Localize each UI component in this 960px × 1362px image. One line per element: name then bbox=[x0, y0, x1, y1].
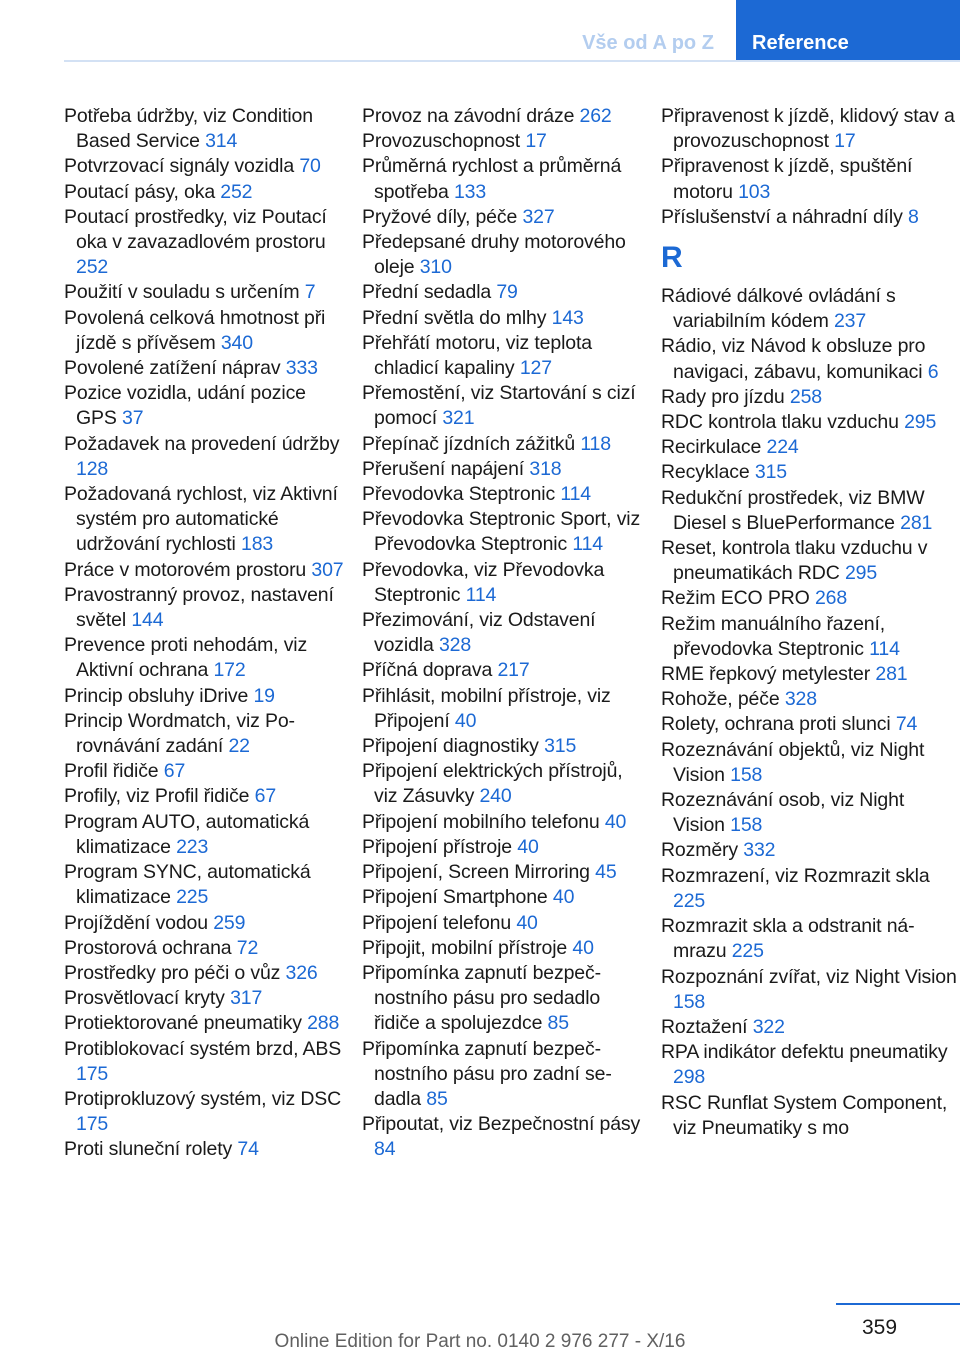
index-entry-term: Recirkulace bbox=[661, 436, 762, 459]
index-entry bbox=[362, 1037, 646, 1113]
index-page-link[interactable]: 84 bbox=[374, 1138, 396, 1161]
index-entry bbox=[64, 482, 346, 558]
index-page-link[interactable]: 223 bbox=[176, 835, 209, 858]
index-entry bbox=[362, 911, 646, 936]
index-page-link[interactable]: 67 bbox=[254, 785, 277, 808]
index-page-link[interactable]: 225 bbox=[176, 886, 209, 909]
index-entry bbox=[362, 104, 646, 129]
index-entry bbox=[661, 435, 957, 460]
index-entry bbox=[64, 280, 346, 305]
index-page-link[interactable]: 37 bbox=[122, 407, 144, 430]
index-entry-term: Prostředky pro péči o vůz bbox=[64, 961, 281, 984]
index-page-link[interactable]: 19 bbox=[253, 684, 275, 707]
index-entry bbox=[64, 1011, 346, 1036]
index-entry bbox=[64, 381, 346, 431]
index-entry bbox=[64, 911, 346, 936]
index-entry bbox=[64, 180, 346, 205]
index-entry-term: Přehřátí motoru, viz teplota chladicí kapaliny bbox=[362, 331, 592, 380]
index-entry-term: Rozpoznání zvířat, viz Night Vision bbox=[661, 965, 957, 988]
index-entry bbox=[64, 860, 346, 910]
index-entry bbox=[362, 280, 646, 305]
index-entry bbox=[362, 558, 646, 608]
index-entry bbox=[362, 961, 646, 1037]
index-page-link[interactable]: 114 bbox=[465, 583, 497, 606]
index-page-link[interactable]: 175 bbox=[76, 1062, 109, 1085]
index-entry-term: Princip Wordmatch, viz Porovnávání zadání bbox=[64, 709, 296, 758]
index-entry-term: Připojení mobilního telefonu bbox=[362, 810, 600, 833]
index-page-link[interactable]: 183 bbox=[241, 533, 274, 556]
index-entry-term: Připoutat, viz Bezpečnostní pásy bbox=[362, 1113, 641, 1136]
index-entry bbox=[661, 662, 957, 687]
index-entry bbox=[64, 432, 346, 482]
index-entry-term: Povolená celková hmotnost při jízdě s přívěsem bbox=[64, 306, 326, 354]
index-page-link[interactable]: 259 bbox=[213, 911, 246, 934]
index-page-link[interactable]: 85 bbox=[547, 1012, 569, 1035]
index-entry-term: Převodovka Steptronic bbox=[362, 483, 556, 506]
index-entry bbox=[661, 1091, 957, 1141]
index-entry bbox=[362, 810, 646, 835]
index-entry-term: Program SYNC, automatická klimatizace bbox=[64, 861, 311, 909]
index-entry-term: Přední sedadla bbox=[362, 281, 492, 304]
index-entry bbox=[362, 1112, 646, 1162]
index-entry bbox=[661, 914, 957, 964]
index-entry bbox=[64, 306, 346, 356]
index-page-link[interactable]: 317 bbox=[230, 987, 263, 1010]
index-entry-term: Potvrzovací signály vozidla bbox=[64, 155, 295, 178]
index-entry-term: Připomínka zapnutí bezpečnostního pásu pro sedadlo řidiče a spolujezdce bbox=[362, 961, 602, 1035]
index-page-link[interactable]: 6 bbox=[927, 360, 939, 383]
index-page-link[interactable]: 172 bbox=[213, 659, 246, 682]
index-entry-term: Příslušenství a náhradní díly bbox=[661, 205, 903, 228]
index-entry-term: Potřeba údržby, viz Condition Based Service bbox=[64, 105, 313, 153]
header-tab-reference[interactable]: Reference bbox=[736, 0, 960, 60]
index-entry bbox=[661, 1040, 957, 1090]
index-entry bbox=[64, 1087, 346, 1137]
index-page-link[interactable]: 133 bbox=[453, 180, 487, 203]
index-entry bbox=[661, 838, 957, 863]
index-page-link[interactable]: 79 bbox=[496, 281, 518, 304]
index-entry-term: Prostorová ochrana bbox=[64, 936, 232, 959]
index-page-link[interactable]: 114 bbox=[560, 483, 591, 506]
index-page-link[interactable]: 328 bbox=[784, 688, 817, 711]
index-entry-term: Provoz na závodní dráze bbox=[362, 105, 575, 127]
index-entry bbox=[362, 759, 646, 809]
index-entry bbox=[362, 860, 646, 885]
index-page-link[interactable]: 327 bbox=[522, 205, 555, 228]
index-entry-term: Požadovaná rychlost, viz Aktivní systém pro automatické udržování rychlosti bbox=[64, 483, 338, 556]
index-entry-term: Rozmrazení, viz Rozmrazit skla bbox=[661, 864, 930, 887]
index-entry bbox=[362, 658, 646, 683]
index-page-link[interactable]: 307 bbox=[311, 558, 344, 581]
index-page-link[interactable]: 127 bbox=[519, 357, 552, 380]
index-entry-term: Protiektorované pneumatiky bbox=[64, 1012, 302, 1035]
index-entry bbox=[661, 385, 957, 410]
index-entry-term: Pozice vozidla, udání pozice GPS bbox=[64, 382, 306, 430]
index-entry bbox=[64, 633, 346, 683]
index-page-link[interactable]: 252 bbox=[76, 256, 109, 279]
index-entry-term: Reset, kontrola tlaku vzduchu v pneumatikách RDC bbox=[661, 537, 928, 585]
index-page-link[interactable]: 225 bbox=[673, 889, 706, 912]
index-entry-term: Připojení telefonu bbox=[362, 911, 512, 934]
index-entry-term: Režim manuálního řazení, převodovka Steptronic bbox=[661, 612, 886, 660]
index-entry bbox=[362, 129, 646, 154]
index-entry bbox=[362, 331, 646, 381]
index-entry bbox=[64, 558, 346, 583]
footer-rule bbox=[836, 1303, 960, 1305]
index-page-link[interactable]: 268 bbox=[814, 587, 848, 610]
index-page-link[interactable]: 143 bbox=[551, 306, 584, 329]
index-page-link[interactable]: 240 bbox=[479, 785, 512, 808]
index-entry-term: Profil řidiče bbox=[64, 760, 159, 783]
index-entry-term: Připojení, Screen Mirroring bbox=[362, 861, 590, 884]
index-entry-term: Rohože, péče bbox=[661, 688, 780, 711]
index-entry-term: Protiprokluzový systém, viz DSC bbox=[64, 1087, 342, 1110]
index-entry-term: Přihlásit, mobilní přístroje, viz Připojení bbox=[362, 684, 611, 732]
index-page-link[interactable]: 40 bbox=[517, 835, 539, 858]
index-page-link[interactable]: 237 bbox=[833, 310, 867, 333]
index-page-link[interactable]: 225 bbox=[731, 940, 764, 963]
index-entry-term: Povolené zatížení náprav bbox=[64, 357, 281, 380]
index-entry-term: Rady pro jízdu bbox=[661, 385, 785, 408]
index-entry-term: Rolety, ochrana proti slunci bbox=[661, 713, 891, 736]
index-entry bbox=[362, 482, 646, 507]
index-entry bbox=[661, 612, 957, 662]
index-page-link[interactable]: 322 bbox=[752, 1015, 785, 1038]
index-page-link[interactable]: 40 bbox=[516, 911, 538, 934]
index-entry-term: Rozmrazit skla a odstranit námrazu bbox=[661, 915, 915, 963]
index-entry-term: Přezimování, viz Odstavení vozidla bbox=[362, 609, 596, 657]
index-page-link[interactable]: 315 bbox=[754, 461, 787, 484]
index-page-link[interactable]: 144 bbox=[131, 609, 164, 632]
index-entry-term: Roztažení bbox=[661, 1015, 748, 1038]
index-entry bbox=[362, 381, 646, 431]
index-entry-term: Připravenost k jízdě, spuštění motoru bbox=[661, 155, 913, 203]
index-column-1 bbox=[64, 104, 346, 1163]
index-entry bbox=[362, 205, 646, 230]
index-page-link[interactable]: 114 bbox=[869, 637, 900, 660]
index-entry-term: Připojení elektrických přístrojů, viz Zásuvky bbox=[362, 760, 623, 808]
index-entry bbox=[362, 684, 646, 734]
index-page-link[interactable]: 224 bbox=[766, 436, 799, 459]
index-entry bbox=[661, 864, 957, 914]
index-entry-term: Předepsané druhy motorového oleje bbox=[362, 231, 626, 279]
index-page-link[interactable]: 67 bbox=[163, 760, 186, 783]
index-entry-term: Připojení diagnostiky bbox=[362, 735, 539, 758]
index-entry bbox=[661, 788, 957, 838]
index-page-link[interactable]: 85 bbox=[426, 1087, 448, 1110]
index-page-link[interactable]: 158 bbox=[730, 763, 763, 786]
index-entry-term: Režim ECO PRO bbox=[661, 587, 810, 610]
index-entry bbox=[64, 205, 346, 281]
index-entry bbox=[64, 1037, 346, 1087]
index-entry-term: Provozuschopnost bbox=[362, 130, 521, 153]
page-number: 359 bbox=[862, 1316, 898, 1339]
index-entry-term: Požadavek na provedení údržby bbox=[64, 432, 340, 455]
index-entry bbox=[362, 936, 646, 961]
index-entry bbox=[64, 961, 346, 986]
index-entry bbox=[661, 712, 957, 737]
index-page-link[interactable]: 281 bbox=[875, 663, 908, 686]
index-entry-term: Použití v souladu s určením bbox=[64, 281, 300, 304]
index-entry-term: Převodovka, viz Převodovka Steptronic bbox=[362, 558, 605, 606]
index-column-2 bbox=[362, 104, 646, 1163]
index-page-link[interactable]: 295 bbox=[904, 411, 937, 434]
index-page-link[interactable]: 298 bbox=[673, 1066, 706, 1089]
index-entry bbox=[64, 759, 346, 784]
index-entry-term: Příčná doprava bbox=[362, 659, 493, 682]
index-page-link[interactable]: 310 bbox=[419, 256, 452, 279]
index-page-link[interactable]: 328 bbox=[438, 634, 472, 657]
index-page-link[interactable]: 40 bbox=[552, 886, 575, 909]
index-page-link[interactable]: 114 bbox=[572, 533, 603, 556]
index-entry-term: Připojení přístroje bbox=[362, 835, 512, 858]
index-entry-term: Přemostění, viz Startování s cizí pomocí bbox=[362, 382, 636, 430]
index-entry bbox=[64, 154, 346, 179]
index-page-link[interactable]: 7 bbox=[304, 281, 316, 304]
index-page-link[interactable]: 45 bbox=[595, 861, 617, 884]
header-rule bbox=[64, 60, 960, 62]
index-entry-term: Poutací pásy, oka bbox=[64, 180, 216, 203]
index-page-link[interactable]: 340 bbox=[220, 331, 253, 354]
index-entry-term: Pravostranný provoz, nastavení světel bbox=[64, 583, 334, 632]
index-entry bbox=[661, 410, 957, 435]
index-entry-term: Recyklace bbox=[661, 461, 750, 484]
index-page-link[interactable]: 258 bbox=[789, 385, 823, 408]
index-page-link[interactable]: 333 bbox=[285, 357, 318, 380]
index-entry bbox=[64, 709, 346, 759]
index-entry bbox=[362, 835, 646, 860]
index-page-link[interactable]: 315 bbox=[544, 735, 577, 758]
index-entry-term: Protiblokovací systém brzd, ABS bbox=[64, 1037, 342, 1060]
index-entry bbox=[64, 356, 346, 381]
index-page-link[interactable]: 74 bbox=[237, 1138, 259, 1161]
index-entry bbox=[362, 230, 646, 280]
index-entry bbox=[661, 536, 957, 586]
index-entry bbox=[362, 432, 646, 457]
index-entry-term: Připojení Smartphone bbox=[362, 886, 548, 909]
header-section-title: Vše od A po Z bbox=[582, 32, 714, 54]
index-entry bbox=[362, 734, 646, 759]
index-entry bbox=[362, 885, 646, 910]
index-entry bbox=[661, 586, 957, 611]
index-page-link[interactable]: 17 bbox=[525, 130, 547, 153]
index-entry-term: Rozeznávání osob, viz Night Vision bbox=[661, 789, 905, 837]
index-entry bbox=[362, 608, 646, 658]
index-entry-term: Připravenost k jízdě, klidový stav a provozuschopnost bbox=[661, 105, 955, 153]
index-entry-term: Přední světla do mlhy bbox=[362, 306, 547, 329]
index-entry-term: Přepínač jízdních zážitků bbox=[362, 432, 576, 455]
index-page-link[interactable]: 17 bbox=[834, 130, 856, 153]
index-page-link[interactable]: 158 bbox=[730, 814, 763, 837]
index-entry-term: Pryžové díly, péče bbox=[362, 205, 518, 228]
index-page-link[interactable]: 326 bbox=[285, 961, 318, 984]
index-entry-term: Princip obsluhy iDrive bbox=[64, 684, 249, 707]
index-entry-term: Rozměry bbox=[661, 839, 738, 862]
index-entry bbox=[661, 334, 957, 384]
index-page-link[interactable]: 314 bbox=[205, 130, 238, 153]
index-page-link[interactable]: 40 bbox=[572, 936, 594, 959]
index-page-link[interactable]: 281 bbox=[900, 511, 933, 534]
index-letter-heading: R bbox=[661, 241, 683, 275]
index-page-link[interactable]: 72 bbox=[236, 936, 259, 959]
index-entry-term: Rozeznávání objektů, viz Night Vision bbox=[661, 738, 925, 786]
index-page-link[interactable]: 158 bbox=[673, 990, 706, 1013]
index-page-link[interactable]: 252 bbox=[220, 180, 253, 203]
index-entry-term: Prevence proti nehodám, viz Aktivní ochrana bbox=[64, 634, 308, 682]
index-entry bbox=[362, 154, 646, 204]
index-entry-term: Prosvětlovací kryty bbox=[64, 987, 225, 1010]
index-page-link[interactable]: 8 bbox=[907, 205, 919, 228]
index-entry bbox=[661, 486, 957, 536]
index-entry bbox=[661, 104, 957, 154]
index-page-link[interactable]: 175 bbox=[76, 1113, 109, 1136]
index-entry bbox=[64, 1137, 346, 1162]
index-page-link[interactable]: 103 bbox=[738, 180, 771, 203]
index-entry-term: Připomínka zapnutí bezpečnostního pásu pro zadní sedadla bbox=[362, 1037, 612, 1110]
index-entry-term: RDC kontrola tlaku vzduchu bbox=[661, 411, 899, 434]
index-entry-term: Profily, viz Profil řidiče bbox=[64, 785, 250, 808]
index-entry bbox=[64, 936, 346, 961]
index-page-link[interactable]: 321 bbox=[442, 407, 475, 430]
index-page-link[interactable]: 332 bbox=[743, 839, 776, 862]
index-entry-term: RME řepkový metylester bbox=[661, 663, 871, 686]
index-entry bbox=[362, 306, 646, 331]
index-entry bbox=[64, 784, 346, 809]
index-entry-term: Rádio, viz Návod k obsluze pro navigaci, zábavu, komunikaci bbox=[661, 335, 926, 383]
index-entry bbox=[661, 965, 957, 1015]
index-page-link[interactable]: 74 bbox=[895, 713, 918, 736]
index-page-link[interactable]: 217 bbox=[497, 659, 530, 682]
index-page-link[interactable]: 40 bbox=[604, 810, 627, 833]
index-page-link[interactable]: 70 bbox=[299, 155, 321, 178]
index-page-link[interactable]: 128 bbox=[76, 457, 109, 480]
index-entry-term: Připojit, mobilní přístroje bbox=[362, 936, 568, 959]
index-entry bbox=[64, 684, 346, 709]
index-entry bbox=[661, 460, 957, 485]
index-entry-term: Program AUTO, automatická klimatizace bbox=[64, 810, 310, 858]
index-entry-term: Převodovka Steptronic Sport, viz Převodovka Steptronic bbox=[362, 508, 641, 556]
footer-edition: Online Edition for Part no. 0140 2 976 277 - X/16 bbox=[274, 1331, 686, 1352]
index-entry-term: Práce v motorovém prostoru bbox=[64, 558, 307, 581]
index-entry-term: Přerušení napájení bbox=[362, 457, 525, 480]
index-entry bbox=[661, 154, 957, 204]
index-page-link[interactable]: 22 bbox=[228, 735, 250, 758]
index-entry bbox=[661, 1015, 957, 1040]
index-entry bbox=[64, 986, 346, 1011]
index-page-link[interactable]: 40 bbox=[454, 709, 477, 732]
index-page-link[interactable]: 118 bbox=[580, 432, 611, 455]
index-entry bbox=[362, 507, 646, 557]
index-entry-term: Redukční prostředek, viz BMW Diesel s BluePerformance bbox=[661, 486, 925, 534]
index-entry bbox=[64, 810, 346, 860]
index-entry-term: Poutací prostředky, viz Poutací oka v zavazadlovém prostoru bbox=[64, 205, 327, 254]
index-entry bbox=[661, 687, 957, 712]
index-entry bbox=[661, 284, 957, 334]
index-entry-term: Projíždění vodou bbox=[64, 911, 208, 934]
page-header bbox=[0, 0, 960, 62]
index-entry bbox=[661, 738, 957, 788]
index-entry-term: Rádiové dálkové ovládání s variabilním kódem bbox=[661, 285, 896, 333]
index-page-link[interactable]: 288 bbox=[307, 1012, 340, 1035]
index-entry bbox=[64, 104, 346, 154]
index-page-link[interactable]: 295 bbox=[844, 562, 878, 585]
index-entry bbox=[64, 583, 346, 633]
index-column-3 bbox=[661, 104, 957, 1141]
index-entry bbox=[661, 205, 957, 230]
index-entry-term: Proti sluneční rolety bbox=[64, 1138, 233, 1161]
index-page-link[interactable]: 318 bbox=[529, 457, 562, 480]
index-entry-term: RPA indikátor defektu pneumatiky bbox=[661, 1041, 948, 1064]
index-entry-term: Průměrná rychlost a průměrná spotřeba bbox=[362, 155, 622, 203]
index-entry-term: RSC Runflat System Component, viz Pneumatiky s mo bbox=[661, 1091, 948, 1139]
index-entry bbox=[362, 457, 646, 482]
index-page-link[interactable]: 262 bbox=[579, 105, 612, 127]
